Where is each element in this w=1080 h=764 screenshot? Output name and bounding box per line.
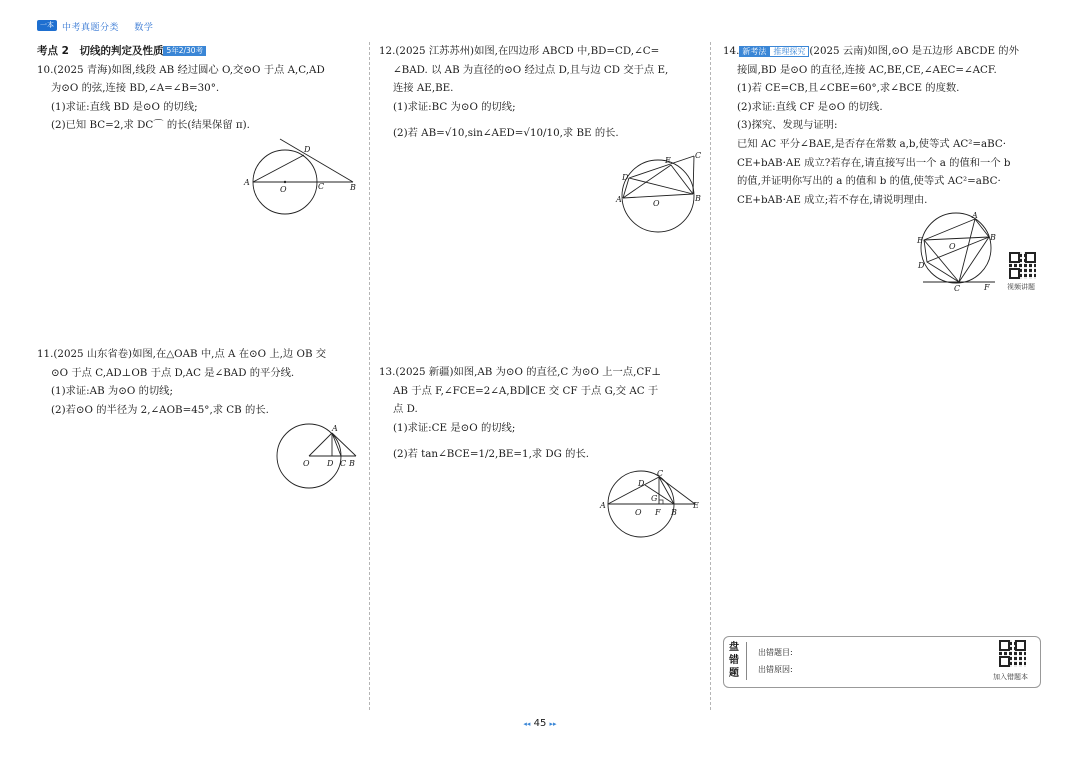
q14-block [723, 42, 1019, 209]
q11-label-b: B [349, 459, 355, 468]
qr-error-label: 加入错题本 [993, 673, 1028, 681]
q11-line-ac [332, 433, 341, 456]
q12-line-bc [693, 156, 694, 194]
q12-label-a: A [616, 195, 622, 204]
q13-label-a: A [600, 501, 606, 510]
q14-part: (3)探究、发现与证明: [737, 119, 838, 132]
q14-line-text: (2025 云南)如图,⊙O 是五边形 ABCDE 的外 [809, 45, 1019, 57]
q10-line: 为⊙O 的弦,连接 BD,∠A=∠B=30°. [51, 82, 220, 95]
qr-video-label: 视频讲题 [1007, 283, 1035, 291]
section-heading: 考点 2 切线的判定及性质 5年2/30考 [37, 42, 325, 61]
q10-part: (1)求证:直线 BD 是⊙O 的切线; [51, 100, 198, 113]
page-number-value: 45 [533, 718, 547, 729]
q12-line-cd [629, 156, 694, 178]
q14-line [723, 42, 1019, 61]
q10-label-b: B [350, 183, 356, 192]
header-category: 中考真题分类 [62, 23, 120, 33]
q13-right-angle [659, 500, 663, 504]
q10-center-dot [284, 181, 286, 183]
q11-figure [270, 420, 365, 492]
page-number [0, 718, 1080, 729]
q14-label-o: O [949, 242, 956, 251]
q14-part: CE+bAB·AE 成立?若存在,请直接写出一个 a 的值和一个 b [737, 156, 1011, 169]
q14-label-d: D [918, 261, 925, 270]
qr-corner [1009, 268, 1020, 279]
q11-block [37, 345, 326, 419]
q10-label-d: D [304, 145, 311, 154]
q13-block [379, 363, 661, 464]
q12-line-ae [623, 165, 671, 198]
q10-part: (2)已知 BC=2,求 DC⌒ 的长(结果保留 π). [51, 119, 250, 132]
q13-label-f: F [655, 508, 661, 517]
q11-line: ⊙O 于点 C,AD⊥OB 于点 D,AC 是∠BAD 的平分线. [51, 366, 295, 379]
error-field-reason[interactable]: 出错原因: [758, 665, 793, 674]
q14-figure [913, 210, 1003, 295]
header-breadcrumb [62, 20, 165, 33]
q13-line: 13.(2025 新疆)如图,AB 为⊙O 的直径,C 为⊙O 上一点,CF⊥ [379, 366, 662, 378]
q14-part: 的值,并证明你写出的 a 的值和 b 的值,使等式 AC²=aBC· [737, 175, 1001, 188]
q12-line: 连接 AE,BE. [393, 82, 454, 95]
q10-label-a: A [244, 178, 250, 187]
q12-line: 12.(2025 江苏苏州)如图,在四边形 ABCD 中,BD=CD,∠C= [379, 45, 660, 57]
q10-label-c: C [318, 182, 325, 191]
q12-label-e: E [665, 156, 671, 165]
q13-part: (1)求证:CE 是⊙O 的切线; [393, 421, 516, 434]
q14-part: 已知 AC 平分∠BAE,是否存在常数 a,b,使等式 AC²=aBC· [737, 137, 1007, 150]
q13-part: (2)若 tan∠BCE=1/2,BE=1,求 DG 的长. [393, 448, 590, 461]
error-field-question[interactable]: 出错题目: [758, 648, 793, 657]
q11-line: 11.(2025 山东省卷)如图,在△OAB 中,点 A 在⊙O 上,边 OB 交 [37, 348, 327, 360]
q12-figure [615, 148, 705, 234]
q14-line: 接圆,BD 是⊙O 的直径,连接 AC,BE,CE,∠AEC=∠ACF. [737, 63, 997, 76]
qr-corner [1015, 640, 1026, 651]
q14-part: CE+bAB·AE 成立;若不存在,请说明理由. [737, 193, 928, 206]
error-box-divider [746, 642, 747, 680]
q13-label-g: G [651, 494, 658, 503]
q12-label-d: D [622, 173, 629, 182]
q12-diameter-ab [623, 194, 693, 198]
q12-label-b: B [695, 194, 701, 203]
q11-label-d: D [327, 459, 334, 468]
qr-corner [999, 640, 1010, 651]
q14-label-b: B [990, 233, 996, 242]
q13-figure [597, 470, 703, 540]
q12-part: (2)若 AB=√10,sin∠AED=√10/10,求 BE 的长. [393, 127, 619, 140]
q14-tag-type: 推理探究 [769, 46, 809, 57]
q11-part: (2)若⊙O 的半径为 2,∠AOB=45°,求 CB 的长. [51, 403, 269, 416]
q13-label-o: O [635, 508, 642, 517]
q11-label-o: O [303, 459, 310, 468]
q11-label-c: C [340, 459, 347, 468]
q11-part: (1)求证:AB 为⊙O 的切线; [51, 385, 173, 398]
q14-line-be [924, 237, 989, 240]
q14-label-a: A [972, 211, 978, 220]
qr-code-video[interactable] [1009, 252, 1036, 279]
page-next-arrow: ▸▸ [549, 720, 557, 728]
header-subject: 数学 [134, 23, 154, 33]
q12-line: ∠BAD. 以 AB 为直径的⊙O 经过点 D,且与边 CD 交于点 E, [393, 63, 669, 76]
q14-tag-new: 新考法 [739, 46, 769, 57]
q10-chord-ad [253, 155, 304, 182]
q14-part: (2)求证:直线 CF 是⊙O 的切线. [737, 100, 883, 113]
q11-label-a: A [332, 424, 338, 433]
q13-label-b: B [671, 508, 677, 517]
qr-corner [999, 656, 1010, 667]
page-prev-arrow: ◂◂ [523, 720, 531, 728]
q14-line-ac [959, 219, 975, 282]
column-left [37, 42, 325, 135]
q10-line: 10.(2025 青海)如图,线段 AB 经过圆心 O,交⊙O 于点 A,C,AD [37, 63, 325, 76]
error-box-title: 盘错题 [729, 642, 739, 679]
q12-block [379, 42, 668, 143]
q12-line-bd [629, 178, 693, 194]
q14-part: (1)若 CE=CB,且∠CBE=60°,求∠BCE 的度数. [737, 82, 960, 95]
q13-label-e: E [693, 501, 699, 510]
q13-line-ce [659, 477, 695, 504]
q13-label-c: C [657, 470, 664, 478]
q12-label-o: O [653, 199, 660, 208]
q14-label-f: F [984, 283, 990, 292]
qr-code-error-book[interactable] [999, 640, 1026, 667]
q13-label-d: D [638, 479, 645, 488]
q12-part: (1)求证:BC 为⊙O 的切线; [393, 100, 516, 113]
column-divider [710, 42, 711, 710]
q14-label-c: C [954, 284, 961, 293]
section-badge: 5年2/30考 [163, 46, 206, 56]
qr-corner [1009, 252, 1020, 263]
q14-number: 14. [723, 45, 740, 57]
q12-label-c: C [695, 151, 702, 160]
qr-corner [1025, 252, 1036, 263]
brand-logo: 一本 [37, 20, 57, 31]
q10-figure [240, 135, 365, 220]
q14-label-e: E [917, 236, 923, 245]
q10-label-o: O [280, 185, 287, 194]
q13-line: AB 于点 F,∠FCE=2∠A,BD∥CE 交 CF 于点 G,交 AC 于 [393, 384, 659, 397]
q11-line-ab [332, 433, 356, 456]
q11-line-oa [309, 433, 332, 456]
q13-line: 点 D. [393, 403, 418, 416]
q14-diameter-bd [927, 237, 989, 262]
q14-circle [921, 213, 991, 283]
column-divider [369, 42, 370, 710]
